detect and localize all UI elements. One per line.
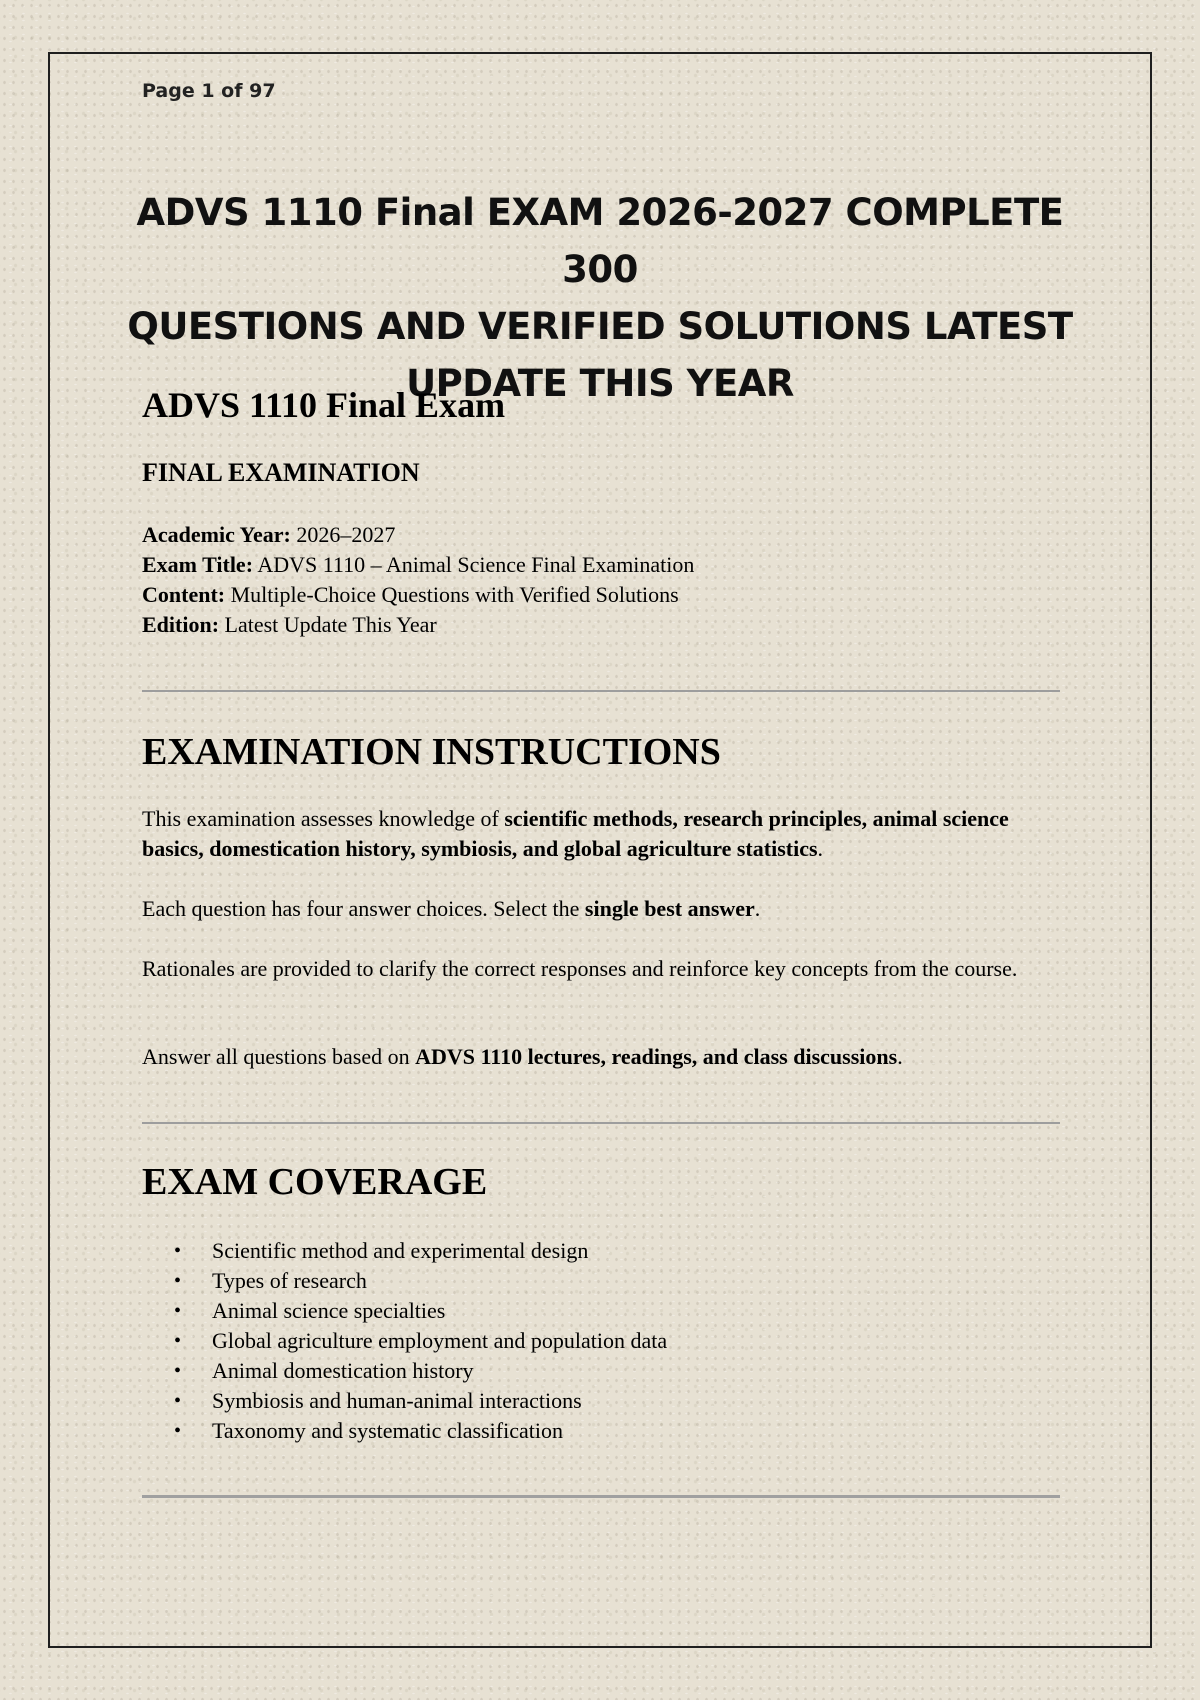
list-item [142,1326,667,1356]
coverage-heading: EXAM COVERAGE [142,1161,488,1203]
instructions-p4-text: Answer all questions based on [142,1044,416,1069]
list-item [142,1236,667,1266]
bullet-icon: • [174,1300,182,1322]
bullet-icon: • [174,1330,182,1352]
instructions-paragraph-3: Rationales are provided to clarify the correct responses and reinforce key concepts from the course. [142,956,1018,981]
list-item [142,1416,667,1446]
meta-exam-title [142,550,694,580]
instructions-paragraph-4 [142,1042,1042,1072]
bullet-icon: • [174,1240,182,1262]
meta-exam-title-label: Exam Title: [142,552,254,577]
meta-academic-year-label: Academic Year: [142,522,291,547]
meta-edition-value: Latest Update This Year [219,612,437,637]
bullet-icon: • [174,1420,182,1442]
instructions-p2-text: Each question has four answer choices. Select the [142,896,585,921]
coverage-item-text: Taxonomy and systematic classification [212,1418,563,1443]
section-divider [142,1122,1060,1124]
instructions-p2-bold: single best answer [584,896,755,921]
coverage-item-text: Animal science specialties [212,1298,446,1323]
meta-edition-label: Edition: [142,612,220,637]
meta-content-label: Content: [142,582,226,607]
list-item [142,1386,667,1416]
document-title [120,184,1080,412]
instructions-p1-bold: scientific methods, research principles, animal science basics, domestication history, symbiosis, and global agriculture statistics [142,806,1009,861]
page-number: Page 1 of 97 [142,80,276,102]
list-item [142,1356,667,1386]
instructions-p4-bold: ADVS 1110 lectures, readings, and class discussions [415,1044,898,1069]
instructions-p4-end: . [897,1044,903,1069]
meta-content [142,580,694,610]
meta-content-value: Multiple-Choice Questions with Verified Solutions [225,582,679,607]
bullet-icon: • [174,1360,182,1382]
instructions-p1-end: . [817,836,824,861]
coverage-item-text: Types of research [212,1268,367,1293]
list-item [142,1266,667,1296]
instructions-paragraph-2 [142,894,1042,924]
coverage-item-text: Global agriculture employment and population data [212,1328,668,1353]
exam-subtitle: ADVS 1110 Final Exam [142,385,506,425]
meta-academic-year-value: 2026–2027 [290,522,396,547]
meta-academic-year [142,520,694,550]
section-divider [142,1495,1060,1498]
bullet-icon: • [174,1270,182,1292]
document-title-line-2: QUESTIONS AND VERIFIED SOLUTIONS LATEST [127,305,1073,348]
instructions-heading: EXAMINATION INSTRUCTIONS [142,731,721,773]
final-examination-label: FINAL EXAMINATION [142,458,420,487]
list-item [142,1296,667,1326]
meta-exam-title-value: ADVS 1110 – Animal Science Final Examination [253,552,695,577]
coverage-item-text: Animal domestication history [212,1358,474,1383]
bullet-icon: • [174,1390,182,1412]
exam-metadata [142,520,694,640]
coverage-item-text: Scientific method and experimental design [212,1238,589,1263]
instructions-p1-text: This examination assesses knowledge of [142,806,505,831]
meta-edition [142,610,694,640]
section-divider [142,690,1060,692]
document-title-line-1: ADVS 1110 Final EXAM 2026-2027 COMPLETE 300 [136,191,1064,291]
document-title-line-3: UPDATE THIS YEAR [406,362,794,405]
coverage-list [142,1236,667,1446]
coverage-item-text: Symbiosis and human-animal interactions [212,1388,582,1413]
instructions-paragraph-1 [142,804,1042,864]
instructions-p2-end: . [754,896,761,921]
